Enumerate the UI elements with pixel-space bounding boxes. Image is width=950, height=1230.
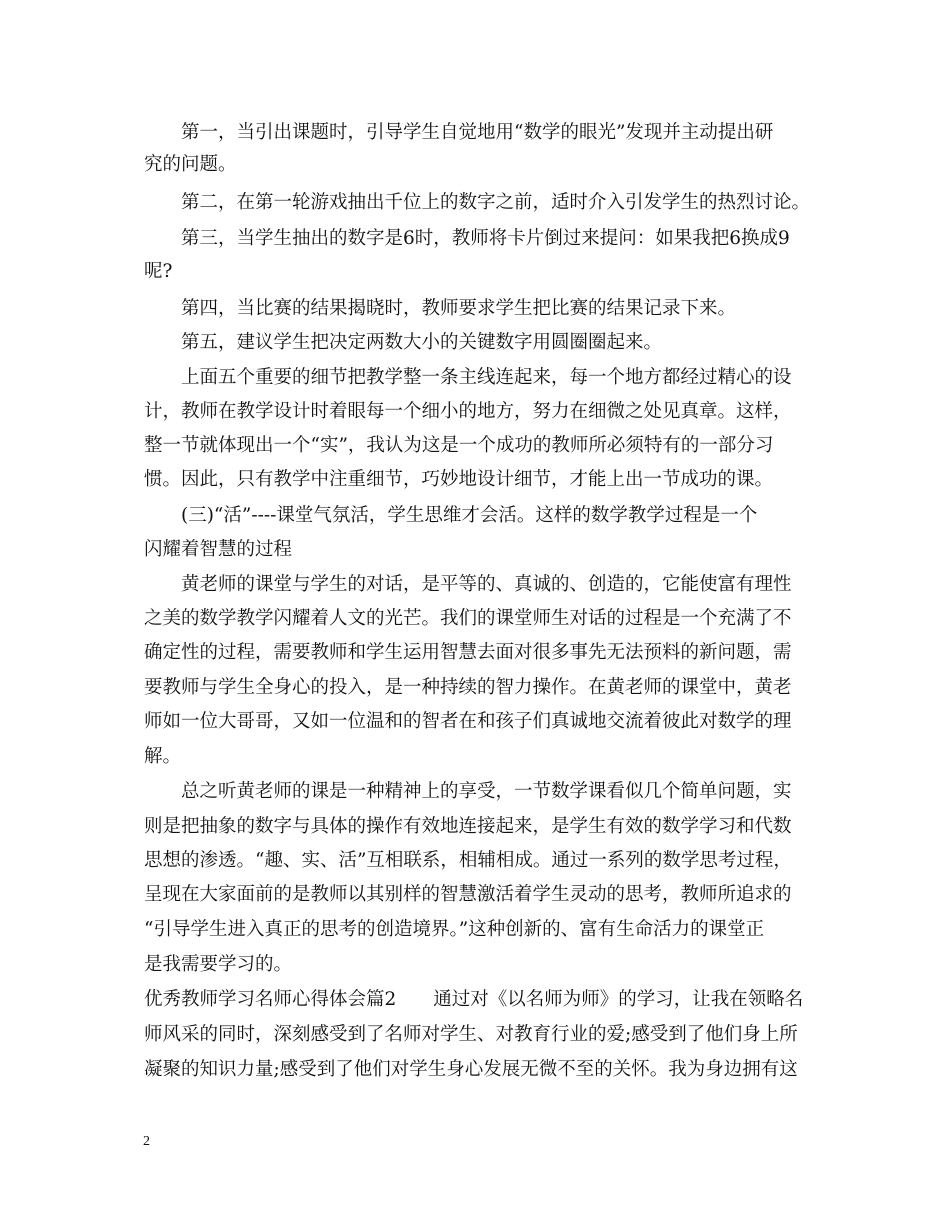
text-line: 呈现在大家面前的是教师以其别样的智慧激活着学生灵动的思考，教师所追求的 xyxy=(144,884,792,905)
text-line: 凝聚的知识力量;感受到了他们对学生身心发展无微不至的关怀。我为身边拥有这 xyxy=(144,1059,798,1080)
text-line: 要教师与学生全身心的投入，是一种持续的智力操作。在黄老师的课堂中，黄老 xyxy=(144,677,792,698)
text-line: 整一节就体现出一个“实”，我认为这是一个成功的教师所必须特有的一部分习 xyxy=(144,435,774,456)
text-line: 则是把抽象的数字与具体的操作有效地连接起来，是学生有效的数学学习和代数 xyxy=(144,816,792,837)
text-line: 第五，建议学生把决定两数大小的关键数字用圆圈圈起来。 xyxy=(181,332,663,353)
text-line: 师风采的同时，深刻感受到了名师对学生、对教育行业的爱;感受到了他们身上所 xyxy=(144,1024,798,1045)
text-line: “引导学生进入真正的思考的创造境界。”这种创新的、富有生命活力的课堂正 xyxy=(144,919,765,940)
page-number: 2 xyxy=(143,1134,150,1149)
text-line: 总之听黄老师的课是一种精神上的享受，一节数学课看似几个简单问题，实 xyxy=(181,781,792,802)
text-line: 之美的数学教学闪耀着人文的光芒。我们的课堂师生对话的过程是一个充满了不 xyxy=(144,608,792,629)
text-line: 优秀教师学习名师心得体会篇2 通过对《以名师为师》的学习，让我在领略名 xyxy=(144,989,804,1010)
text-line: 第四，当比赛的结果揭晓时，教师要求学生把比赛的结果记录下来。 xyxy=(181,298,737,319)
text-line: 第一，当引出课题时，引导学生自觉地用“数学的眼光”发现并主动提出研 xyxy=(181,122,774,143)
text-line: 惯。因此，只有教学中注重细节，巧妙地设计细节，才能上出一节成功的课。 xyxy=(144,469,774,490)
text-line: 呢? xyxy=(144,261,173,282)
text-line: 第二，在第一轮游戏抽出千位上的数字之前，适时介入引发学生的热烈讨论。 xyxy=(181,192,811,213)
text-line: 黄老师的课堂与学生的对话，是平等的、真诚的、创造的，它能使富有理性 xyxy=(181,574,792,595)
text-line: 第三，当学生抽出的数字是6时，教师将卡片倒过来提问：如果我把6换成9 xyxy=(181,228,790,249)
text-line: 思想的渗透。“趣、实、活”互相联系，相辅相成。通过一系列的数学思考过程， xyxy=(144,850,792,871)
text-line: 师如一位大哥哥，又如一位温和的智者在和孩子们真诚地交流着彼此对数学的理 xyxy=(144,711,792,732)
text-line: 上面五个重要的细节把教学整一条主线连起来，每一个地方都经过精心的设 xyxy=(181,367,792,388)
text-line: 计，教师在教学设计时着眼每一个细小的地方，努力在细微之处见真章。这样， xyxy=(144,401,792,422)
text-line: 是我需要学习的。 xyxy=(144,954,293,975)
text-line: 闪耀着智慧的过程 xyxy=(144,539,293,560)
text-line: 解。 xyxy=(144,746,182,767)
text-line: 确定性的过程，需要教师和学生运用智慧去面对很多事先无法预料的新问题，需 xyxy=(144,642,792,663)
text-line: (三)“活”----课堂气氛活，学生思维才会活。这样的数学教学过程是一个 xyxy=(181,505,758,526)
text-line: 究的问题。 xyxy=(144,154,237,175)
